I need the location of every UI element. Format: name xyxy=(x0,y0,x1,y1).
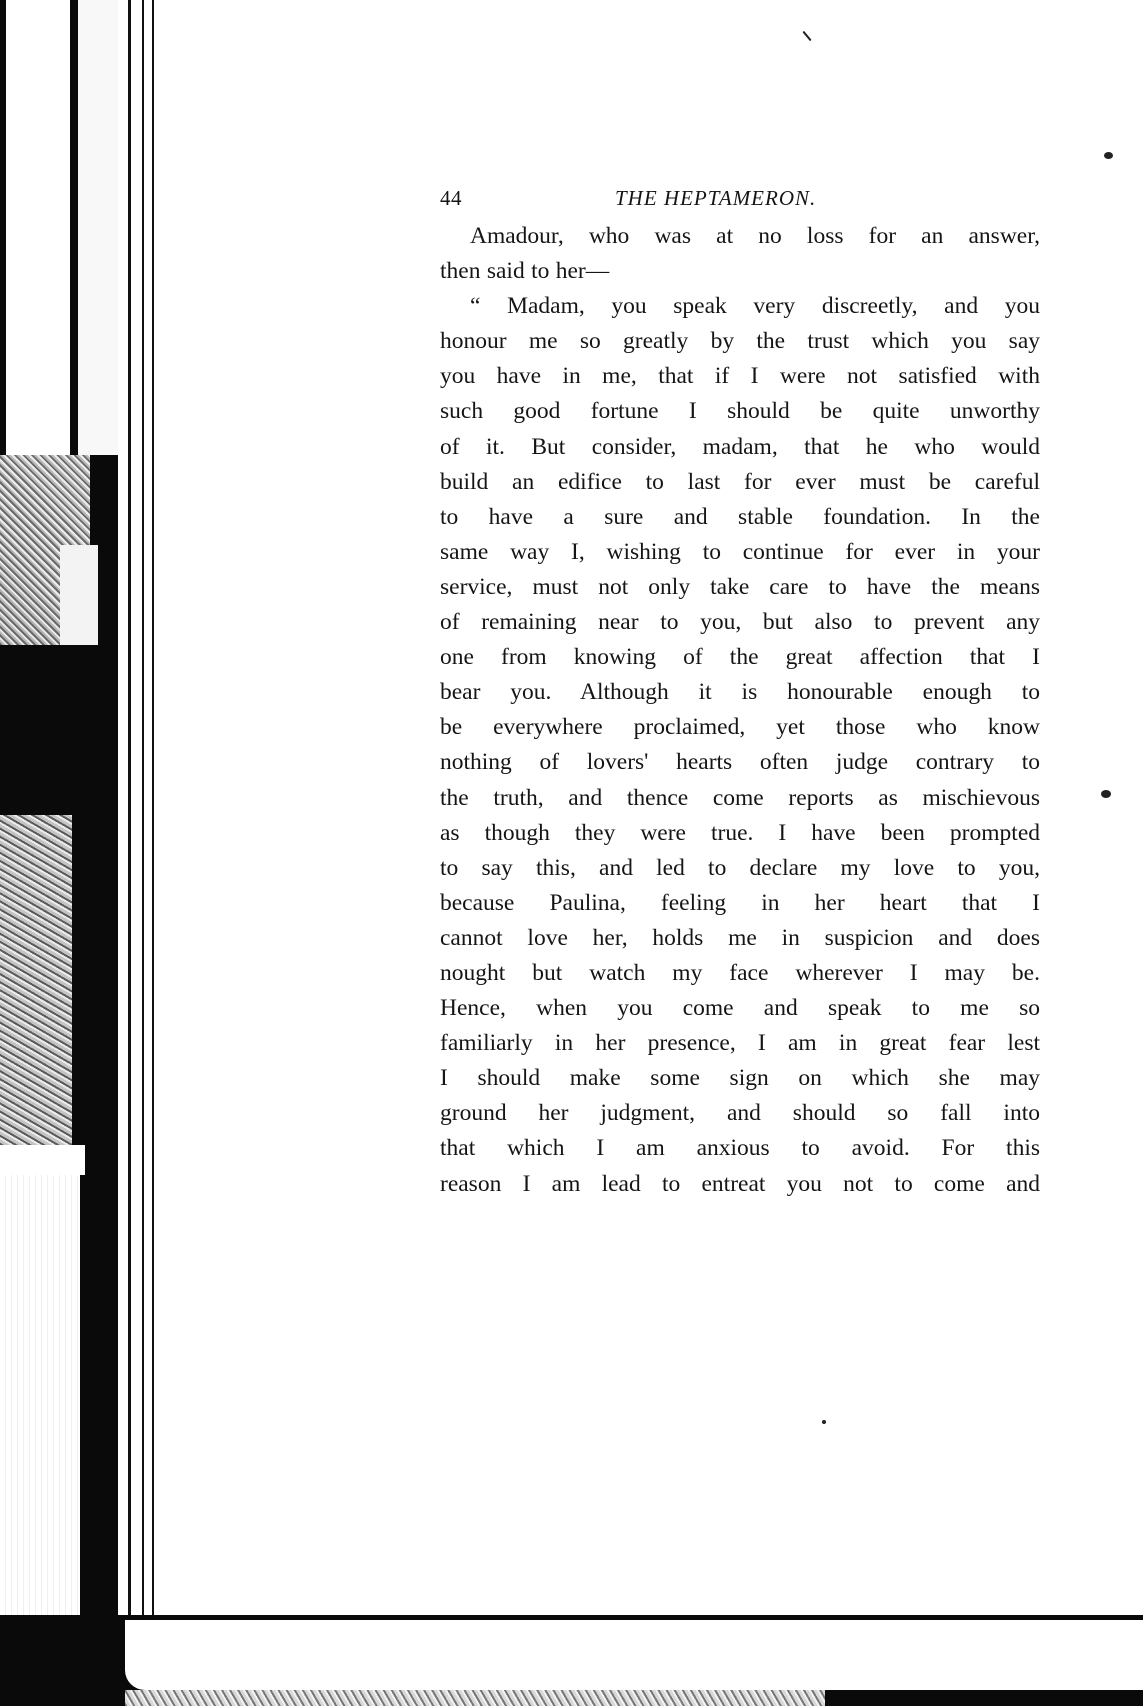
bottom-page-edge xyxy=(125,1620,1143,1690)
text-line: as though they were true. I have been prompted xyxy=(440,819,1040,846)
text-line: service, must not only take care to have the means xyxy=(440,573,1040,600)
text-line: I should make some sign on which she may xyxy=(440,1065,1040,1092)
text-line: then said to her— xyxy=(440,258,610,285)
book-page xyxy=(440,181,1040,1202)
body-text xyxy=(440,219,1040,1202)
text-line: reason I am lead to entreat you not to come and xyxy=(440,1170,1040,1197)
binding-page-edges xyxy=(0,1175,80,1615)
ink-speck xyxy=(822,1420,826,1424)
book-binding-edge xyxy=(0,0,118,455)
ink-speck xyxy=(802,31,811,41)
text-line: “ Madam, you speak very discreetly, and you xyxy=(470,293,1040,320)
running-head xyxy=(440,181,1040,215)
text-line: honour me so greatly by the trust which you say xyxy=(440,328,1040,355)
binding-gap xyxy=(0,1145,85,1175)
page-edge-line xyxy=(142,0,144,1640)
text-line: nothing of lovers' hearts often judge contrary to xyxy=(440,749,1040,776)
text-line: of it. But consider, madam, that he who would xyxy=(440,433,1040,460)
text-line: same way I, wishing to continue for ever in your xyxy=(440,538,1040,565)
binding-texture xyxy=(0,815,72,1145)
text-line: nought but watch my face wherever I may be. xyxy=(440,959,1040,986)
text-line: Amadour, who was at no loss for an answer, xyxy=(470,223,1040,249)
page-edge-line xyxy=(152,0,154,1640)
ink-speck xyxy=(1101,790,1111,798)
text-line: you have in me, that if I were not satisfied with xyxy=(440,363,1040,390)
book-title: THE HEPTAMERON. xyxy=(615,186,817,210)
text-line: ground her judgment, and should so fall into xyxy=(440,1100,1040,1127)
binding-highlight xyxy=(60,545,98,645)
bottom-texture xyxy=(125,1690,825,1706)
ink-speck xyxy=(1104,152,1113,159)
text-line: the truth, and thence come reports as mischievous xyxy=(440,784,1040,811)
text-line: that which I am anxious to avoid. For this xyxy=(440,1135,1040,1162)
text-line: to have a sure and stable foundation. In the xyxy=(440,503,1040,530)
text-line: bear you. Although it is honourable enough to xyxy=(440,679,1040,706)
page-edge-line xyxy=(128,0,131,1640)
text-line: to say this, and led to declare my love to you, xyxy=(440,854,1040,881)
text-line: build an edifice to last for ever must be careful xyxy=(440,468,1040,495)
text-line: be everywhere proclaimed, yet those who know xyxy=(440,714,1040,741)
page-number: 44 xyxy=(440,186,462,210)
text-line: because Paulina, feeling in her heart that I xyxy=(440,889,1040,916)
text-line: Hence, when you come and speak to me so xyxy=(440,995,1040,1022)
text-line: cannot love her, holds me in suspicion and does xyxy=(440,924,1040,951)
text-line: familiarly in her presence, I am in great fear lest xyxy=(440,1030,1040,1057)
text-line: of remaining near to you, but also to prevent any xyxy=(440,609,1040,636)
text-line: such good fortune I should be quite unworthy xyxy=(440,398,1040,425)
text-line: one from knowing of the great affection that I xyxy=(440,644,1040,671)
